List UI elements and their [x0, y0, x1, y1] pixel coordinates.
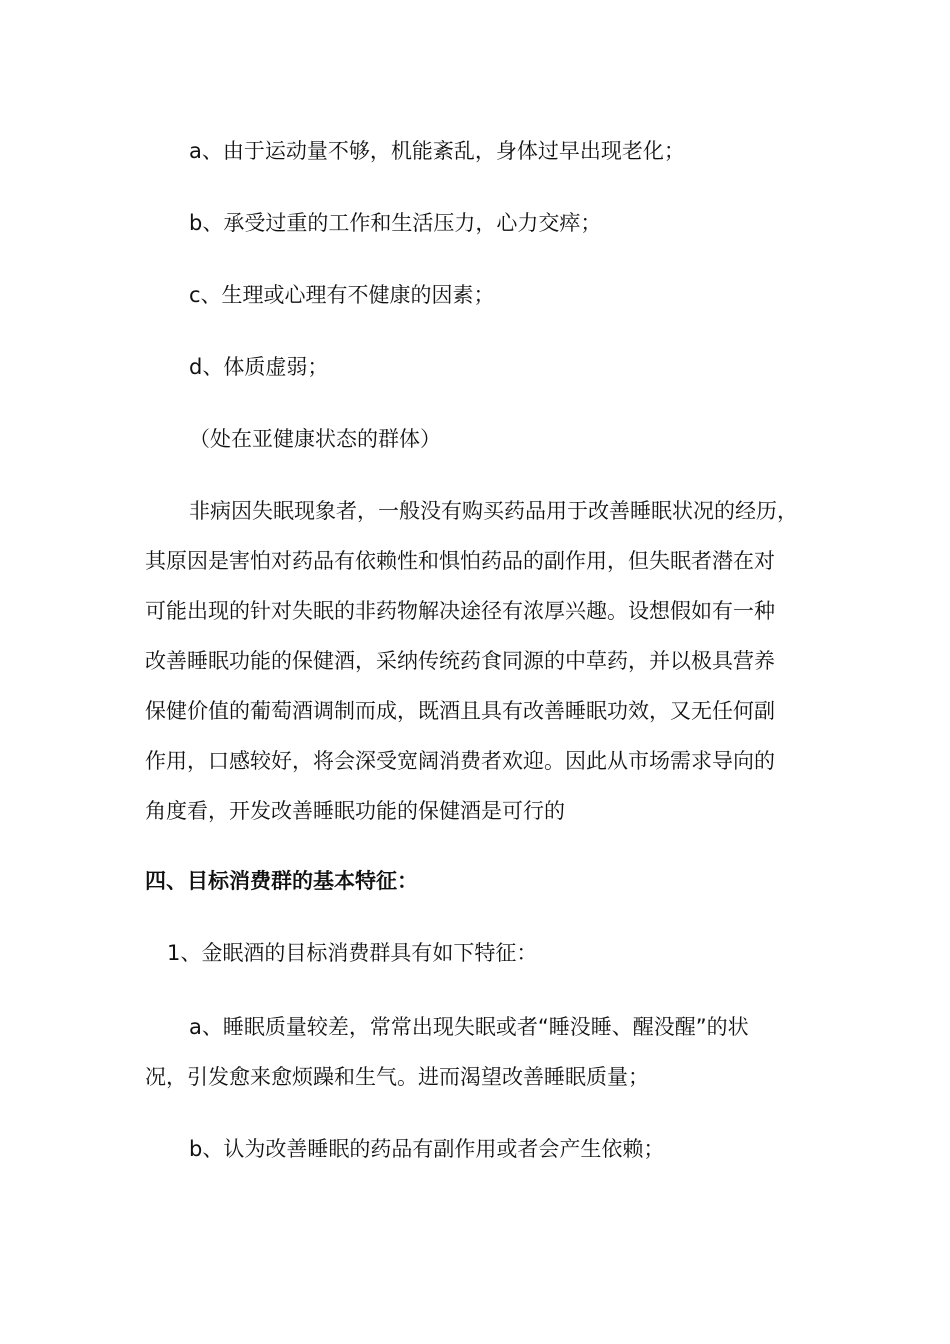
list-item-a: a、由于运动量不够，机能紊乱，身体过早出现老化；	[189, 139, 685, 163]
paragraph-line: 保健价值的葡萄酒调制而成，既酒且具有改善睡眠功效，又无任何副	[145, 699, 775, 723]
paragraph-line: 非病因失眠现象者，一般没有购买药品用于改善睡眠状况的经历，	[189, 499, 798, 523]
section-heading: 四、目标消费群的基本特征：	[145, 869, 418, 893]
body-paragraph	[145, 496, 825, 846]
list-item-c: c、生理或心理有不健康的因素；	[189, 283, 495, 307]
paragraph-line: 改善睡眠功能的保健酒，采纳传统药食同源的中草药，并以极具营养	[145, 649, 775, 673]
paragraph-line: a、睡眠质量较差，常常出现失眠或者“睡没睡、醒没醒”的状	[189, 1015, 749, 1039]
paragraph-line: 作用，口感较好，将会深受宽阔消费者欢迎。因此从市场需求导向的	[145, 749, 775, 773]
subheading: 1、金眠酒的目标消费群具有如下特征：	[167, 941, 538, 965]
feature-a-paragraph	[145, 1012, 825, 1112]
list-item-d: d、体质虚弱；	[189, 355, 329, 379]
paragraph-line: 其原因是害怕对药品有依赖性和惧怕药品的副作用，但失眠者潜在对	[145, 549, 775, 573]
list-item-b: b、承受过重的工作和生活压力，心力交瘁；	[189, 211, 602, 235]
group-note: （处在亚健康状态的群体）	[189, 427, 441, 451]
paragraph-line: 角度看，开发改善睡眠功能的保健酒是可行的	[145, 799, 565, 823]
feature-b: b、认为改善睡眠的药品有副作用或者会产生依赖；	[189, 1137, 665, 1161]
paragraph-line: 况，引发愈来愈烦躁和生气。进而渴望改善睡眠质量；	[145, 1065, 649, 1089]
paragraph-line: 可能出现的针对失眠的非药物解决途径有浓厚兴趣。设想假如有一种	[145, 599, 775, 623]
